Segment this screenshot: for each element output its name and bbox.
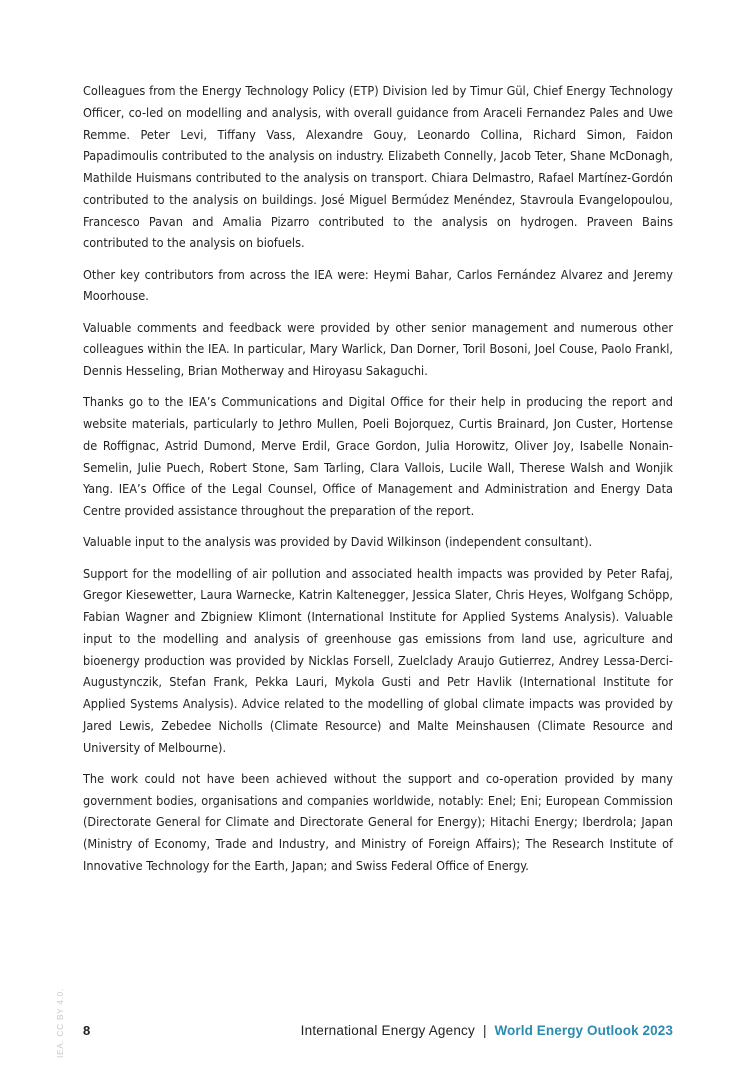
page-footer <box>83 1023 673 1043</box>
paragraph-modelling-support: Support for the modelling of air pollution and associated health impacts was provided by Peter Rafaj, Gregor Kiesewetter, Laura Warnecke, Katrin Kaltenegger, Jessica Slater, Chris Heyes, Wolfgang Schöpp, Fabian Wagner and Zbigniew Klimont (International Institute for Applied Systems Analysis). Valuable input to the modelling and analysis of greenhouse gas emissions from land use, agriculture and bioenergy production was provided by Nicklas Forsell, Zuelclady Araujo Gutierrez, Andrey Lessa-Derci-Augustynczik, Stefan Frank, Pekka Lauri, Mykola Gusti and Petr Havlik (International Institute for Applied Systems Analysis). Advice related to the modelling of global climate impacts was provided by Jared Lewis, Zebedee Nicholls (Climate Resource) and Malte Meinshausen (Climate Resource and University of Melbourne). <box>83 565 673 755</box>
paragraph-etp-division: Colleagues from the Energy Technology Policy (ETP) Division led by Timur Gül, Chief Energy Technology Officer, co-led on modelling and analysis, with overall guidance from Araceli Fernandez Pales and Uwe Remme. Peter Levi, Tiffany Vass, Alexandre Gouy, Leonardo Collina, Richard Simon, Faidon Papadimoulis contributed to the analysis on industry. Elizabeth Connelly, Jacob Teter, Shane McDonagh, Mathilde Huismans contributed to the analysis on transport. Chiara Delmastro, Rafael Martínez-Gordón contributed to the analysis on buildings. José Miguel Bermúdez Menéndez, Stavroula Evangelopoulou, Francesco Pavan and Amalia Pizarro contributed to the analysis on hydrogen. Praveen Bains contributed to the analysis on biofuels. <box>83 83 673 251</box>
paragraph-key-contributors: Other key contributors from across the IEA were: Heymi Bahar, Carlos Fernández Alvarez and Jeremy Moorhouse. <box>83 266 673 304</box>
footer-separator: | <box>482 1023 487 1038</box>
paragraph-senior-management: Valuable comments and feedback were provided by other senior management and numerous other colleagues within the IEA. In particular, Mary Warlick, Dan Dorner, Toril Bosoni, Joel Couse, Paolo Frankl, Dennis Hesseling, Brian Motherway and Hiroyasu Sakaguchi. <box>83 319 673 378</box>
organization-name: International Energy Agency <box>300 1023 475 1038</box>
acknowledgements-body <box>83 80 673 886</box>
paragraph-communications-office: Thanks go to the IEA’s Communications and Digital Office for their help in producing the report and website materials, particularly to Jethro Mullen, Poeli Bojorquez, Curtis Brainard, Jon Custer, Hortense de Roffignac, Astrid Dumond, Merve Erdil, Grace Gordon, Julia Horowitz, Oliver Joy, Isabelle Nonain-Semelin, Julie Puech, Robert Stone, Sam Tarling, Clara Vallois, Lucile Wall, Therese Walsh and Wonjik Yang. IEA’s Office of the Legal Counsel, Office of Management and Administration and Energy Data Centre provided assistance throughout the preparation of the report. <box>83 394 673 518</box>
footer-title <box>301 1023 673 1038</box>
license-note: IEA. CC BY 4.0. <box>55 988 65 1058</box>
page-number: 8 <box>83 1023 91 1038</box>
paragraph-independent-consultant: Valuable input to the analysis was provided by David Wilkinson (independent consultant). <box>83 534 593 550</box>
publication-title: World Energy Outlook 2023 <box>494 1023 673 1038</box>
paragraph-government-support: The work could not have been achieved without the support and co-operation provided by many government bodies, organisations and companies worldwide, notably: Enel; Eni; European Commission (Directorate General for Climate and Directorate General for Energy); Hitachi Energy; Iberdrola; Japan (Ministry of Economy, Trade and Industry, and Ministry of Foreign Affairs); The Research Institute of Innovative Technology for the Earth, Japan; and Swiss Federal Office of Energy. <box>83 770 673 873</box>
